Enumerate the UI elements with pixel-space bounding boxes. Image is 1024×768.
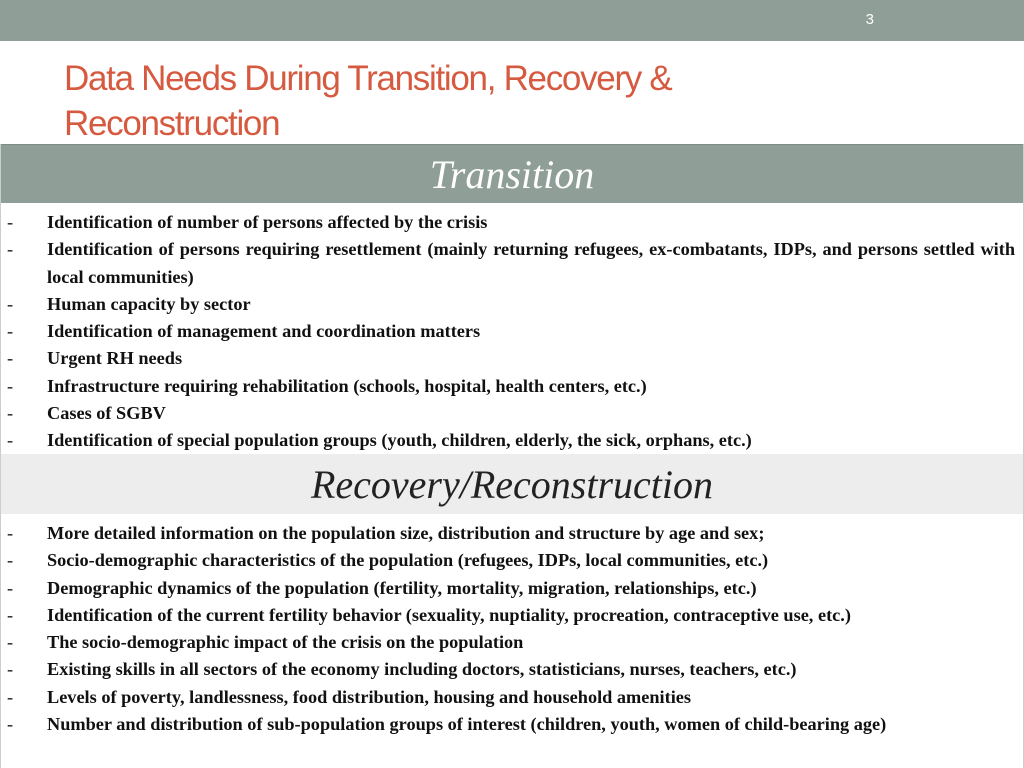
list-item [7,236,1015,291]
list-item-text: Infrastructure requiring rehabilitation (schools, hospital, health centers, etc.) [47,375,647,396]
slide-number: 3 [865,11,874,28]
bullet-dash: - [7,375,14,396]
list-item [7,684,1015,711]
recovery-section [0,454,1024,768]
list-item [7,629,1015,656]
slide-title [64,56,944,146]
list-item [7,711,1015,738]
list-item-text: Socio-demographic characteristics of the population (refugees, IDPs, local communities, etc.) [47,550,769,571]
bullet-dash: - [7,293,14,314]
bullet-dash: - [7,632,14,653]
list-item [7,602,1015,629]
list-item-text: Identification of special population groups (youth, children, elderly, the sick, orphans, etc.) [47,430,752,451]
transition-heading: Transition [1,144,1023,203]
list-item [7,345,1015,372]
list-item [7,547,1015,574]
bullet-dash: - [7,686,14,707]
bullet-dash: - [7,659,14,680]
list-item-text: Identification of the current fertility behavior (sexuality, nuptiality, procreation, contraceptive use, etc.) [47,604,851,625]
list-item-text: Existing skills in all sectors of the economy including doctors, statisticians, nurses, teachers, etc.) [47,659,797,680]
list-item-text: Cases of SGBV [47,403,166,424]
bullet-dash: - [7,403,14,424]
bullet-dash: - [7,523,14,543]
list-item [7,318,1015,345]
transition-list [1,203,1023,455]
bullet-dash: - [7,239,14,260]
list-item-text: Demographic dynamics of the population (fertility, mortality, migration, relationships, etc.) [47,577,757,598]
list-item [7,520,1015,547]
bullet-dash: - [7,321,14,342]
bullet-dash: - [7,348,14,369]
list-item [7,291,1015,318]
list-item [7,575,1015,602]
list-item-text: Urgent RH needs [47,348,183,369]
bullet-dash: - [7,212,14,232]
bullet-dash: - [7,577,14,598]
list-item [7,656,1015,683]
bullet-dash: - [7,430,14,451]
list-item [7,373,1015,400]
list-item [7,427,1015,454]
transition-section [0,144,1024,454]
list-item-text: Human capacity by sector [47,293,251,314]
list-item-text: Identification of persons requiring resettlement (mainly returning refugees, ex-combatants, IDPs, and persons settled with local communities) [47,239,1015,287]
list-item-text: More detailed information on the population size, distribution and structure by age and sex; [47,523,765,543]
bullet-dash: - [7,550,14,571]
bullet-dash: - [7,714,14,735]
list-item-text: Number and distribution of sub-population groups of interest (children, youth, women of child-bearing age) [47,714,887,735]
list-item-text: Identification of number of persons affected by the crisis [47,212,488,232]
recovery-heading: Recovery/Reconstruction [1,454,1023,514]
list-item-text: Levels of poverty, landlessness, food distribution, housing and household amenities [47,686,692,707]
list-item [7,400,1015,427]
list-item [7,209,1015,236]
recovery-list [1,514,1023,738]
slide-title-line-1: Data Needs During Transition, Recovery & [64,59,672,98]
slide-title-line-2: Reconstruction [64,104,280,143]
list-item-text: The socio-demographic impact of the crisis on the population [47,632,524,653]
bullet-dash: - [7,604,14,625]
top-bar [0,0,1024,41]
list-item-text: Identification of management and coordination matters [47,321,481,342]
